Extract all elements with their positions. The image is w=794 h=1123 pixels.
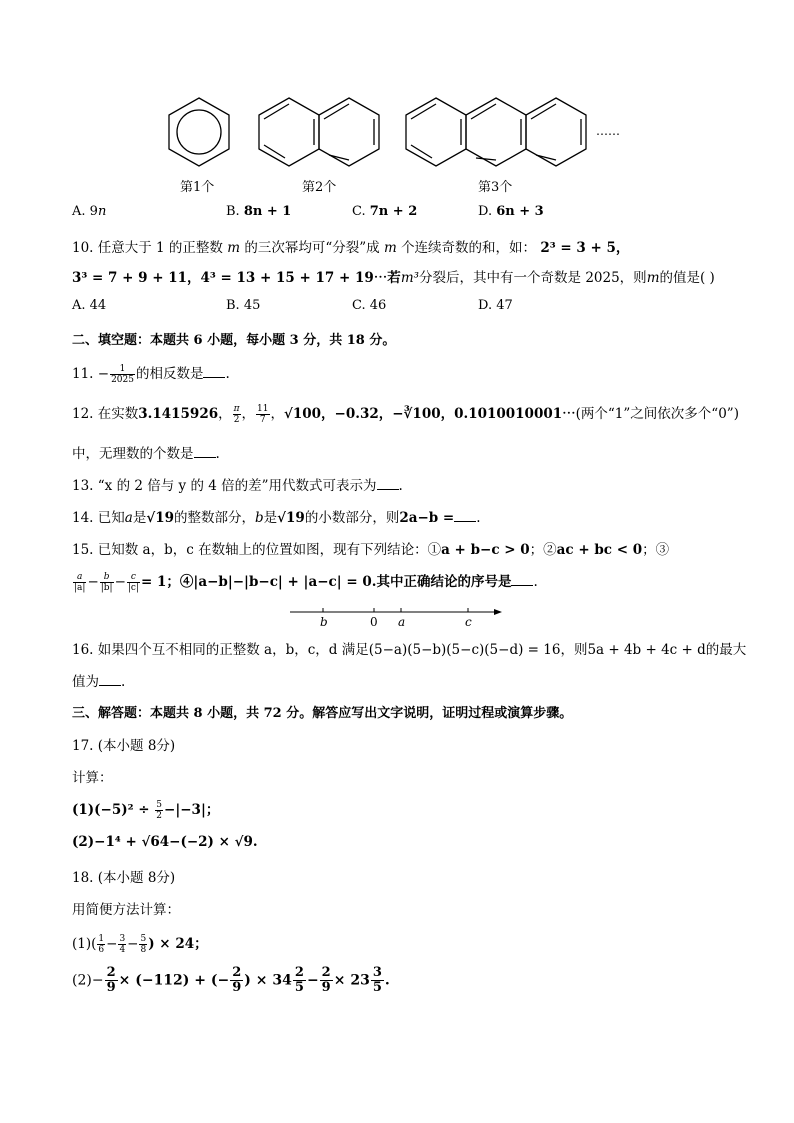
q15-end: .: [533, 574, 538, 590]
q15-line2-tail: = 1；④|a−b|−|b−c| + |a−c| = 0.其中正确结论的序号是: [141, 574, 512, 590]
q10-option-c: C. 46: [352, 298, 387, 313]
q10-line2: [72, 266, 715, 286]
q10-line2-c: 分裂后，其中有一个奇数是 2025，则: [419, 270, 647, 286]
q12-line2-text: 中，无理数的个数是: [72, 446, 194, 462]
q15-sep2: ；③: [642, 542, 670, 558]
q9-option-d: [478, 204, 544, 219]
q18-g2: [230, 966, 243, 995]
q17-den: 2: [156, 811, 163, 821]
q10-line2-b: m³: [400, 270, 420, 286]
q18-g5d: 5: [372, 980, 382, 995]
q18-g1n: 2: [106, 965, 116, 980]
q12-f-den: 7: [259, 415, 266, 425]
q10-var-m3: m: [646, 270, 660, 286]
q15-fa-d: |a|: [74, 583, 86, 593]
q18-p2-e: × 23: [333, 972, 370, 989]
q17-p1-a: (1)(−5)² ÷: [72, 802, 155, 818]
ellipsis: ……: [596, 124, 620, 138]
q15-fc-n: c: [127, 572, 140, 583]
number-line-label-0: 0: [370, 615, 378, 629]
q11-fraction: [110, 364, 135, 385]
q14-answer-blank[interactable]: [454, 509, 476, 522]
q15-sep1: ；②: [529, 542, 557, 558]
q18-g5n: 3: [372, 965, 382, 980]
q18-part1: (1)( $\frac{1}{6}$ − $\frac{3}{4}$ − $\frac{5}{8}$ ) × 24；: [72, 934, 208, 955]
q12-eleven-frac: [256, 404, 269, 425]
q18-p2-c: ) × 34: [244, 972, 292, 989]
q15-frac-c: [127, 572, 140, 593]
q18-g4n: 2: [321, 965, 331, 980]
q10-text-d: 2³ = 3 + 5，: [540, 240, 630, 256]
q18-f2: [118, 934, 126, 955]
q18-f3n: 5: [140, 934, 147, 944]
q18-f2n: 3: [119, 934, 126, 944]
q9-d-label: D.: [478, 204, 497, 219]
q18-instruction: 用简便方法计算：: [72, 902, 180, 918]
q15-line1-text: 15. 已知数 a，b，c 在数轴上的位置如图，现有下列结论：①: [72, 542, 442, 558]
q12-pi-num: π: [233, 404, 240, 414]
section2-heading: 二、填空题：本题共 6 小题，每小题 3 分，共 18 分。: [72, 333, 396, 348]
q9-b-label: B.: [226, 204, 244, 219]
q12-sep: ，: [241, 406, 256, 422]
q18-p2-d: −: [306, 972, 319, 989]
q18-g4d: 9: [321, 980, 331, 995]
q14-a: 14. 已知: [72, 510, 125, 526]
q9-b-expr: 8n + 1: [243, 204, 292, 219]
q18-g3: [293, 966, 306, 995]
number-line: [288, 600, 508, 630]
q16-end: .: [121, 674, 126, 690]
q12-line2: [72, 442, 220, 462]
q15-frac-a: [73, 572, 86, 593]
q12-line1: [72, 402, 739, 425]
q12-end: .: [215, 446, 220, 462]
q12-pi-frac: [233, 404, 241, 425]
q11-num: 1: [110, 364, 135, 375]
q18-part2: [72, 966, 390, 995]
q18-f1: [97, 934, 105, 955]
q14-h: 2a−b =: [399, 510, 455, 526]
q15-fb-d: |b|: [100, 583, 113, 593]
q10-option-b: B. 45: [226, 298, 261, 313]
q16-line2-text: 值为: [72, 674, 99, 690]
q18-f1d: 6: [98, 945, 105, 955]
q17-frac: [155, 800, 163, 821]
q12-b: 3.1415926: [138, 406, 219, 422]
q12-answer-blank[interactable]: [194, 445, 216, 458]
benzene-3: [406, 98, 586, 166]
q9-d-expr: 6n + 3: [496, 204, 544, 219]
q18-title: 18. (本小题 8分): [72, 870, 176, 886]
benzene-1: [169, 98, 229, 166]
q18-f1n: 1: [98, 934, 105, 944]
section3-heading: 三、解答题：本题共 8 小题，共 72 分。解答应写出文字说明，证明过程或演算步骤。: [72, 706, 573, 721]
q15-expr2: ac + bc < 0: [556, 542, 643, 558]
q15-expr1: a + b−c > 0: [441, 542, 530, 558]
q10-line1: [72, 236, 629, 256]
q18-g3d: 5: [294, 980, 304, 995]
q18-g1: [105, 966, 118, 995]
q15-line2: $\frac{a}{|a|}$ − $\frac{b}{|b|}$ − $\frac{c}{|c|}$ = 1；④|a−b|−|b−c| + |a−c| = 0.其中正确结论的序号是 .: [74, 572, 538, 593]
q17-instruction: 计算：: [72, 770, 113, 786]
q17-part2: (2)−1⁴ + √64−(−2) × √9.: [72, 834, 258, 850]
q18-p1-b: ) × 24；: [148, 936, 208, 952]
q12-c: ，: [218, 406, 232, 422]
q16-answer-blank[interactable]: [99, 673, 121, 686]
q10-line2-a: 3³ = 7 + 9 + 11，4³ = 13 + 15 + 17 + 19⋯若: [72, 270, 401, 286]
q12-e: √100，−0.32，−∛100，0.1010010001⋯: [284, 406, 576, 422]
q14-b: 是: [132, 510, 147, 526]
q12-d: ，: [270, 406, 284, 422]
q18-g2d: 9: [232, 980, 242, 995]
q14-var-b: b: [255, 510, 264, 526]
q11-answer-blank[interactable]: [203, 365, 225, 378]
q9-option-b: [226, 204, 291, 219]
q18-p2-a: (2)−: [72, 972, 104, 989]
q9-a-label: A. 9: [72, 204, 98, 219]
q12-a: 12. 在实数: [72, 406, 139, 422]
q11-line: [72, 362, 230, 385]
figure-caption-1: 第1个: [180, 180, 215, 195]
q14-line: [72, 506, 481, 526]
q13-answer-blank[interactable]: [377, 477, 399, 490]
q17-num: 5: [156, 800, 163, 810]
q9-a-var: n: [97, 204, 107, 219]
figure-caption-3: 第3个: [478, 180, 513, 195]
q18-g1d: 9: [106, 980, 116, 995]
q18-g5: [371, 966, 384, 995]
q18-f3: [139, 934, 147, 955]
q12-pi-den: 2: [233, 415, 240, 425]
q11-den: 2025: [111, 375, 134, 385]
q12-f-num: 11: [257, 404, 269, 414]
number-line-label-b: b: [320, 615, 328, 629]
q14-f: √19: [277, 510, 305, 526]
q18-g3n: 2: [294, 965, 304, 980]
q17-title: 17. (本小题 8分): [72, 738, 176, 754]
q10-line2-d: 的值是( ): [659, 270, 715, 286]
q9-option-a: [72, 204, 106, 219]
q15-answer-blank[interactable]: [511, 573, 533, 586]
q15-fa-n: a: [73, 572, 86, 583]
q15-frac-b: [100, 572, 114, 593]
q9-c-label: C.: [352, 204, 370, 219]
benzene-2: [259, 98, 379, 166]
q16-line1: 16. 如果四个互不相同的正整数 a，b，c，d 满足(5−a)(5−b)(5−c)(5−d) = 16，则5a + 4b + 4c + d的最大: [72, 642, 747, 658]
hexagon-figure: [160, 92, 620, 172]
q12-f: (两个“1”之间依次多个“0”): [575, 406, 739, 422]
q11-end: .: [225, 366, 230, 382]
q14-e: 是: [263, 510, 278, 526]
q13-end: .: [398, 478, 403, 494]
q14-c: √19: [146, 510, 174, 526]
q15-line1: [72, 538, 669, 558]
q18-f3d: 8: [140, 945, 147, 955]
q18-g4: [320, 966, 333, 995]
q10-text-a: 10. 任意大于 1 的正整数: [72, 240, 223, 256]
q10-text-b: 的三次幂均可“分裂”成: [244, 240, 380, 256]
q18-p1-a: (1)(: [72, 936, 97, 952]
q17-part1: [72, 798, 219, 821]
q14-g: 的小数部分，则: [304, 510, 400, 526]
figure-caption-2: 第2个: [302, 180, 337, 195]
q14-end: .: [476, 510, 481, 526]
q11-prefix: 11. −: [72, 366, 110, 382]
q10-option-d: D. 47: [478, 298, 513, 313]
q15-fb-n: b: [100, 572, 114, 583]
q10-option-a: A. 44: [72, 298, 107, 313]
q10-var-m1: m: [227, 240, 241, 256]
q14-d: 的整数部分，: [174, 510, 255, 526]
q10-text-c: 个连续奇数的和，如：: [401, 240, 537, 256]
q13-line: [72, 474, 403, 494]
q13-text: 13. “x 的 2 倍与 y 的 4 倍的差”用代数式可表示为: [72, 478, 377, 494]
q17-p1-b: −|−3|；: [164, 802, 220, 818]
number-line-label-c: c: [465, 615, 472, 629]
q9-c-expr: 7n + 2: [369, 204, 418, 219]
q18-g2n: 2: [232, 965, 242, 980]
q18-p2-b: × (−112) + (−: [118, 972, 230, 989]
q15-fc-d: |c|: [127, 583, 139, 593]
q14-var-a: a: [124, 510, 133, 526]
q10-var-m2: m: [383, 240, 397, 256]
q18-p2-f: .: [384, 972, 390, 989]
q9-option-c: [352, 204, 417, 219]
q11-suffix: 的相反数是: [135, 366, 204, 382]
q18-f2d: 4: [119, 945, 126, 955]
number-line-label-a: a: [398, 615, 406, 629]
q16-line2: [72, 670, 125, 690]
